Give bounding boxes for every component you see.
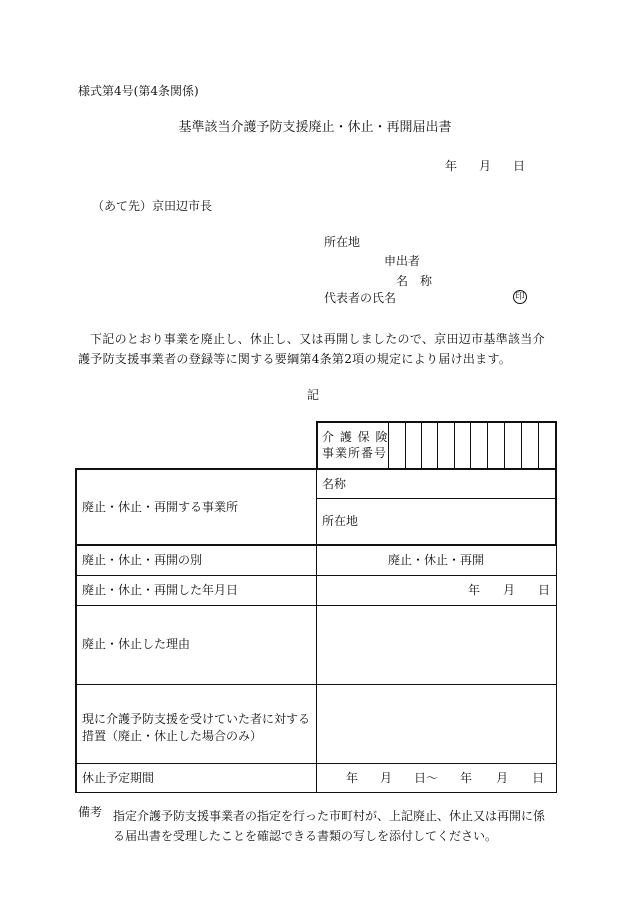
reason-field[interactable] bbox=[318, 607, 554, 683]
document-title: 基準該当介護予防支援廃止・休止・再開届出書 bbox=[178, 120, 452, 135]
office-address-field[interactable] bbox=[360, 500, 554, 543]
insurance-number-digit-boxes[interactable] bbox=[388, 422, 555, 468]
submission-date bbox=[445, 160, 525, 172]
office-label: 廃止・休止・再開する事業所 bbox=[82, 500, 239, 514]
applicant-name-label: 名 称 bbox=[396, 274, 433, 288]
date-month: 月 bbox=[478, 159, 491, 173]
measures-label: 現に介護予防支援を受けていた者に対する 措置（廃止・休止した場合のみ） bbox=[82, 712, 311, 743]
office-address-label: 所在地 bbox=[322, 514, 359, 528]
period-label: 休止予定期間 bbox=[82, 771, 155, 785]
measures-field[interactable] bbox=[318, 686, 554, 762]
date-day: 日 bbox=[512, 159, 525, 173]
insurance-number-label: 介 護 保 険 事業所番号 bbox=[322, 430, 389, 460]
office-name-field[interactable] bbox=[360, 470, 554, 497]
type-value[interactable]: 廃止・休止・再開 bbox=[387, 553, 484, 567]
representative-name-label: 代表者の氏名 bbox=[324, 291, 397, 305]
date-label: 廃止・休止・再開した年月日 bbox=[82, 583, 239, 597]
note-text: 指定介護予防支援事業者の指定を行った市町村が、上記廃止、休止又は再開に係る届出書を受理したことを確認できる書類の写しを添付してください。 bbox=[113, 809, 546, 843]
date-value-field[interactable]: 年 月 日 bbox=[468, 583, 550, 597]
date-year: 年 bbox=[445, 159, 458, 173]
ki-heading: 記 bbox=[307, 388, 320, 402]
addressee: （あて先）京田辺市長 bbox=[92, 199, 213, 213]
reason-label: 廃止・休止した理由 bbox=[82, 637, 191, 651]
note-label: 備考 bbox=[78, 805, 103, 819]
seal-icon: 印 bbox=[513, 290, 527, 304]
applicant-address-label: 所在地 bbox=[324, 235, 361, 249]
applicant-label: 申出者 bbox=[384, 254, 421, 268]
type-label: 廃止・休止・再開の別 bbox=[82, 553, 203, 567]
body-text: 下記のとおり事業を廃止し、休止し、又は再開しましたので、京田辺市基準該当介護予防支援事業者の登録等に関する要綱第4条第2項の規定により届け出ます。 bbox=[78, 332, 545, 366]
form-number: 様式第4号(第4条関係) bbox=[78, 84, 199, 98]
office-name-label: 名称 bbox=[322, 477, 347, 491]
period-value-field[interactable]: 年 月 日〜 年 月 日 bbox=[346, 771, 545, 785]
